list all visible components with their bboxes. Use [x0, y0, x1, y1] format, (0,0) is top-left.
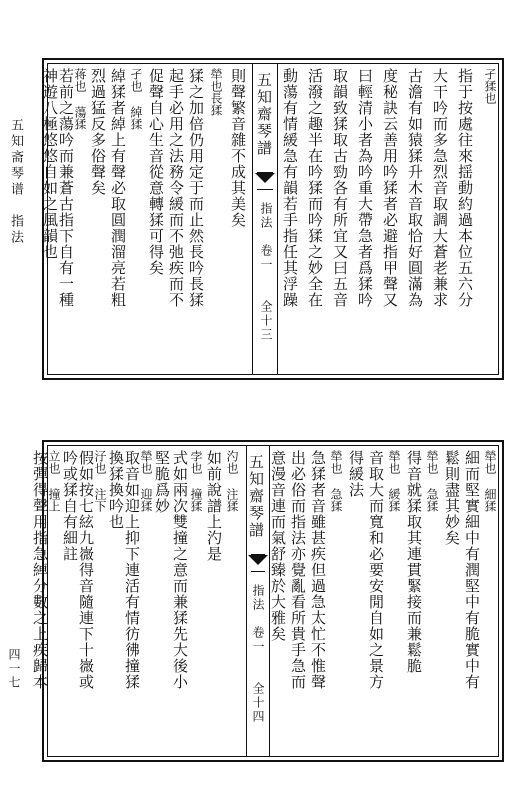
page-header-column	[246, 446, 270, 756]
text-column: 古澹有如猿猱升木音取恰好圓滿為	[406, 68, 424, 308]
text-column: 大干吟而多急烈音取調大蒼老兼求	[431, 68, 449, 308]
text-column: 堅脆爲妙	[153, 450, 171, 514]
bottom-page	[31, 440, 504, 762]
bottom-page-frame	[31, 445, 499, 757]
text-column: 意漫音連而氣舒臻於大雅矣	[269, 450, 287, 642]
text-column: 指于按處往來揺動約過本位五六分	[456, 68, 474, 308]
page-number: 四一七	[7, 648, 21, 690]
section-heading: 犖也長猱	[209, 68, 223, 116]
section-heading: 犖也 急猱	[329, 450, 343, 512]
section-heading: 犖也 迎猱	[139, 450, 153, 512]
book-title: 五知齋琴譜	[247, 454, 265, 539]
top-page-frame	[41, 63, 499, 375]
text-column: 細而堅實細中有潤堅中有脆實中有	[463, 450, 481, 690]
text-column: 出必俗而指法亦覺亂看所貴手急而	[289, 450, 307, 690]
section-heading: 立也 撞上	[47, 450, 61, 512]
section-heading: 犖也 緩猱	[387, 450, 401, 512]
section-heading: 犖也 細猱	[483, 450, 497, 512]
text-column: 活潑之趣半在吟猱而吟猱之妙全在	[306, 68, 324, 308]
chapter-and-leaf: 指法 卷一 全十三	[259, 202, 273, 342]
book-title: 五知齋琴譜	[255, 72, 273, 157]
text-column: 換猱換吟也	[107, 450, 125, 530]
text-column: 度秘訣云善用吟猱者必避指甲聲又	[381, 68, 399, 308]
top-page	[42, 58, 504, 380]
text-column: 鬆則盡其妙矣	[443, 450, 461, 546]
text-column: 烈過猛反多俗聲矣	[89, 68, 107, 196]
text-column: 急猱者音雖甚疾但過急太忙不惟聲	[309, 450, 327, 690]
text-column: 則聲繁音雜不成其美矣	[229, 68, 247, 228]
text-column: 孑猱也	[483, 68, 497, 104]
text-column: 得緩法	[347, 450, 365, 498]
book-margin-title: 五知斋琴谱 指法	[8, 118, 23, 246]
text-column: 音取大而寬和必要安閒自如之景方	[367, 450, 385, 690]
chapter-and-leaf: 指法 卷一 全十四	[251, 584, 265, 724]
text-column: 起手必用之法務令緩而不弛疾而不	[167, 68, 185, 308]
text-column: 綽猱者綽上有聲必取圓潤溜亮若粗	[109, 68, 127, 308]
section-heading: 汋也 注猱	[225, 450, 239, 512]
text-column: 曰輕清小者為吟重大帶急者爲猱吟	[356, 68, 374, 308]
text-column: 若前之蕩吟而兼蒼古指下自有一種	[57, 68, 75, 308]
text-column: 得音就猱取其連貫緊接而兼鬆脆	[405, 450, 423, 674]
section-heading: 孑也 綽猱	[129, 68, 143, 130]
text-column: 按彈得聲用指急綽分數之上疾歸本	[31, 450, 49, 690]
fishtail-ornament	[257, 172, 273, 190]
text-column: 神遊八極悠悠自如之風韻也	[41, 68, 59, 260]
section-heading: 犖也 急猱	[425, 450, 439, 512]
text-column: 猱之加倍仍用定于而止然長吟長猱	[187, 68, 205, 308]
text-column: 吟或猱自有細註	[61, 450, 79, 562]
text-column: 如前說譜上汋是	[205, 450, 223, 562]
text-column: 取音如迎上抑下連活有情彷彿撞猱	[123, 450, 141, 690]
text-column: 動蕩有情緩急有韻若手指任其浮躁	[281, 68, 299, 308]
section-heading: 孛也 撞猱	[189, 450, 203, 512]
section-heading: 汓也 注下	[93, 450, 107, 512]
section-heading: 蒋也 蕩猱	[73, 68, 87, 130]
page-header-column	[252, 64, 278, 374]
text-column: 取韻致猱取古勁各有所宜又曰五音	[331, 68, 349, 308]
text-column: 假如按七絃九嶶得音隨連下十嶶或	[77, 450, 95, 690]
fishtail-ornament	[251, 554, 265, 572]
text-column: 促聲自心生音從意轉猱可得矣	[147, 68, 165, 276]
text-column: 式如兩次雙撞之意而兼猱先大後小	[171, 450, 189, 690]
